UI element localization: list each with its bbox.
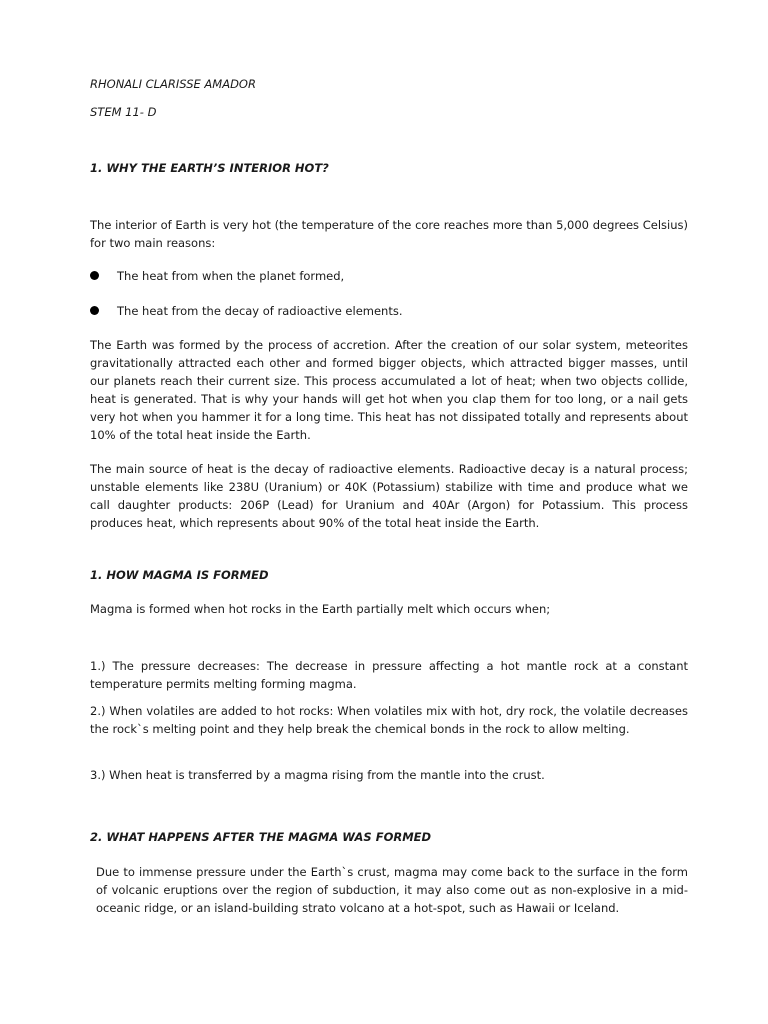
section3-body: Due to immense pressure under the Earth`s crust, magma may come back to the surface in the form of volcanic eruptions over the region of subduction, it may also come out as non-explosive in a mid-oceanic ridge, or an island-building strato volcano at a hot-spot, such as Hawaii or Iceland.: [96, 865, 688, 915]
author-name: RHONALI CLARISSE AMADOR: [90, 77, 256, 91]
section1-intro: The interior of Earth is very hot (the temperature of the core reaches more than 5,000 degrees Celsius) for two main reasons:: [90, 218, 688, 250]
bullet-icon: [90, 271, 99, 280]
section1-paragraph-2: The main source of heat is the decay of radioactive elements. Radioactive decay is a natural process; unstable elements like 238U (Uranium) or 40K (Potassium) stabilize with time and produce what we call daughter products: 206P (Lead) for Uranium and 40Ar (Argon) for Potassium. This process produces heat, which represents about 90% of the total heat inside the Earth.: [90, 462, 688, 530]
section3-heading: 2. WHAT HAPPENS AFTER THE MAGMA WAS FORMED: [90, 830, 432, 844]
section2-heading: 1. HOW MAGMA IS FORMED: [90, 568, 269, 582]
bullet-text: The heat from the decay of radioactive elements.: [117, 304, 403, 318]
magma-condition-3: 3.) When heat is transferred by a magma rising from the mantle into the crust.: [90, 768, 545, 782]
bullet-text: The heat from when the planet formed,: [117, 269, 345, 283]
section1-heading: 1. WHY THE EARTH’S INTERIOR HOT?: [90, 161, 329, 175]
section1-paragraph-1: The Earth was formed by the process of accretion. After the creation of our solar system, meteorites gravitationally attracted each other and formed bigger objects, which attracted bigger masses, until our planets reach their current size. This process accumulated a lot of heat; when two objects collide, heat is generated. That is why your hands will get hot when you clap them for too long, or a nail gets very hot when you hammer it for a long time. This heat has not dissipated totally and represents about 10% of the total heat inside the Earth.: [90, 338, 688, 442]
section2-intro: Magma is formed when hot rocks in the Earth partially melt which occurs when;: [90, 602, 551, 616]
class-section: STEM 11- D: [90, 105, 157, 119]
magma-condition-1: 1.) The pressure decreases: The decrease in pressure affecting a hot mantle rock at a constant temperature permits melting forming magma.: [90, 659, 688, 691]
bullet-icon: [90, 306, 99, 315]
magma-condition-2: 2.) When volatiles are added to hot rocks: When volatiles mix with hot, dry rock, the volatile decreases the rock`s melting point and they help break the chemical bonds in the rock to allow melting.: [90, 704, 688, 736]
